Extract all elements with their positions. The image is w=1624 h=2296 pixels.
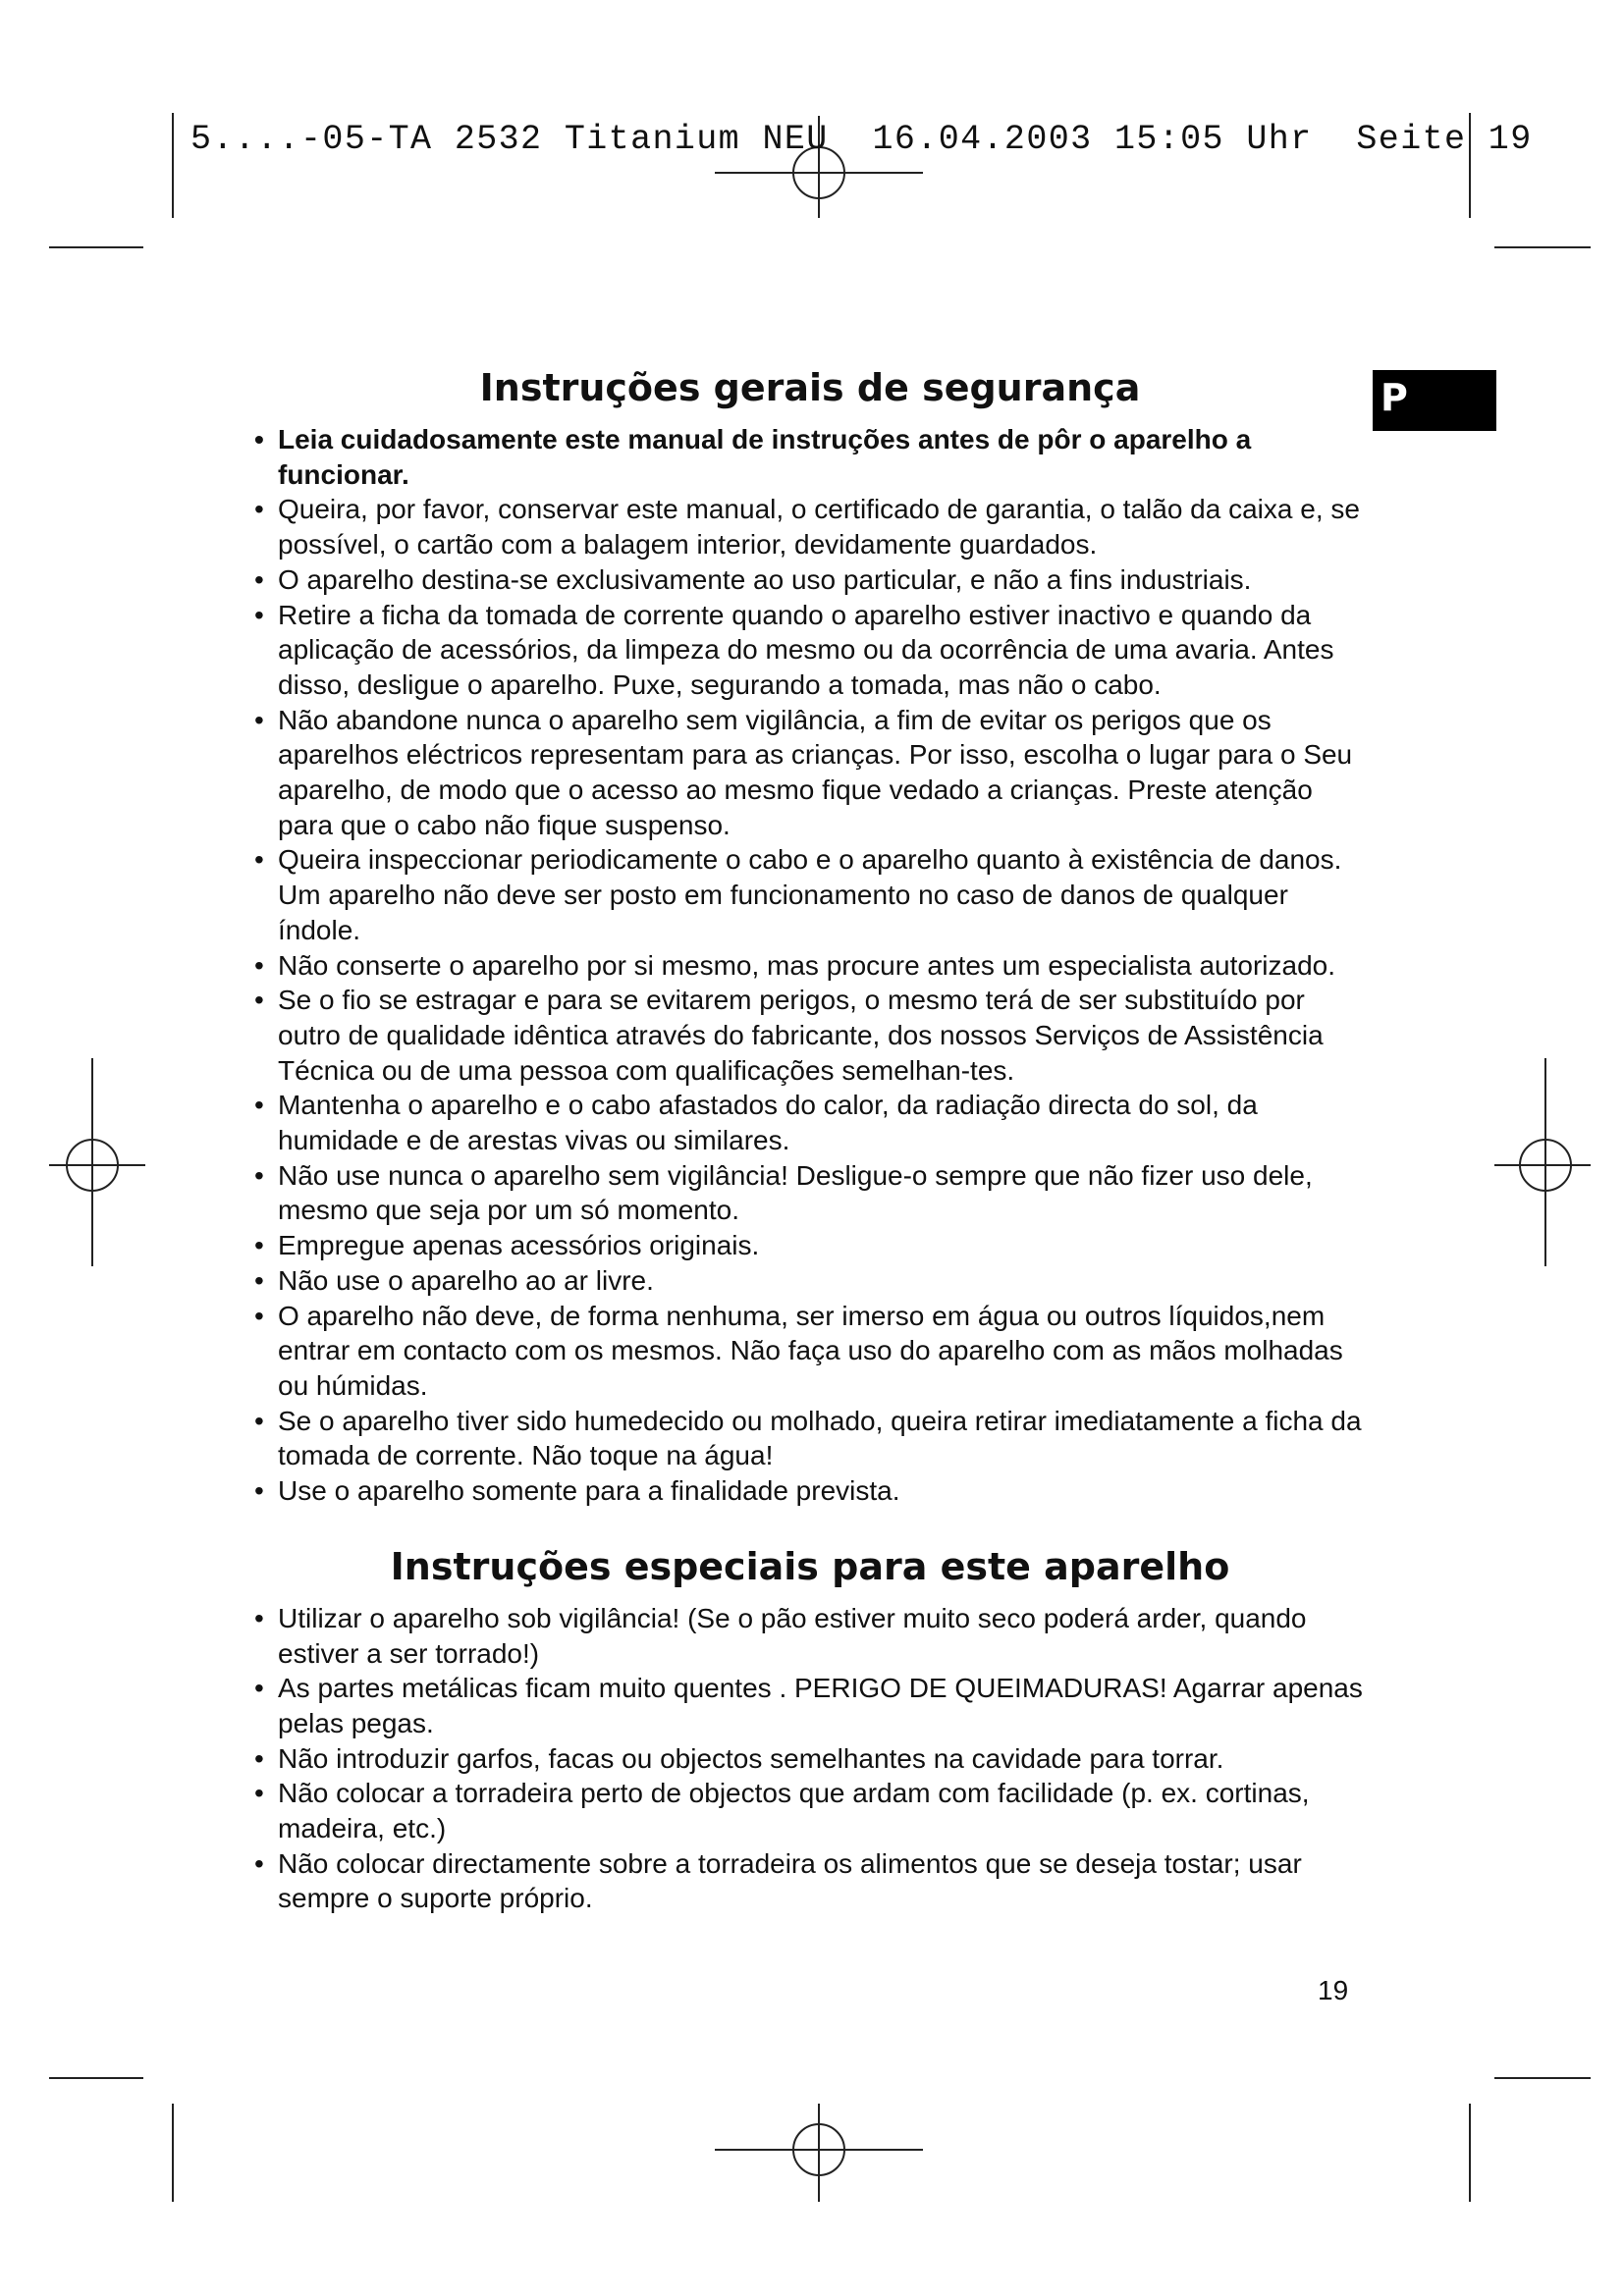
page-number: 19 xyxy=(1318,1975,1349,2005)
registration-mark-left xyxy=(49,1058,145,1266)
list-item: • Não conserte o aparelho por si mesmo, mas procure antes um especialista autorizado. xyxy=(253,948,1367,984)
list-item: • Não colocar a torradeira perto de objectos que ardam com facilidade (p. ex. cortinas, madeira, etc.) xyxy=(253,1776,1367,1845)
language-tab-label: P xyxy=(1380,376,1408,419)
page-content xyxy=(253,353,1367,1916)
list-item: • Utilizar o aparelho sob vigilância! (Se o pão estiver muito seco poderá arder, quando estiver a ser torrado!) xyxy=(253,1601,1367,1671)
list-item: • Mantenha o aparelho e o cabo afastados do calor, da radiação directa do sol, da humidade e de arestas vivas ou similares. xyxy=(253,1088,1367,1157)
list-item: • Queira, por favor, conservar este manual, o certificado de garantia, o talão da caixa e, se possível, o cartão com a balagem interior, devidamente guardados. xyxy=(253,492,1367,561)
section-title-general: Instruções gerais de segurança xyxy=(479,366,1141,409)
list-item: • Se o aparelho tiver sido humedecido ou molhado, queira retirar imediatamente a ficha da tomada de corrente. Não toque na água! xyxy=(253,1404,1367,1473)
general-safety-list xyxy=(253,422,1367,1509)
list-item: • Não colocar directamente sobre a torradeira os alimentos que se deseja tostar; usar sempre o suporte próprio. xyxy=(253,1846,1367,1916)
list-item: • Não use o aparelho ao ar livre. xyxy=(253,1263,1367,1299)
list-item: • Queira inspeccionar periodicamente o cabo e o aparelho quanto à existência de danos. Um aparelho não deve ser posto em funcionamento no caso de danos de qualquer índole. xyxy=(253,842,1367,947)
section-title-special: Instruções especiais para este aparelho xyxy=(390,1544,1230,1588)
list-item: • Não abandone nunca o aparelho sem vigilância, a fim de evitar os perigos que os aparelhos eléctricos representam para as crianças. Por isso, escolha o lugar para o Seu aparelho, de modo que o acesso ao mesmo fique vedado a crianças. Preste atenção para que o cabo não fique suspenso. xyxy=(253,703,1367,843)
list-item: • O aparelho destina-se exclusivamente ao uso particular, e não a fins industriais. xyxy=(253,562,1367,598)
print-slug-line: 5....-05-TA 2532 Titanium NEU 16.04.2003 15:05 Uhr Seite 19 xyxy=(190,120,1533,159)
list-item: • O aparelho não deve, de forma nenhuma, ser imerso em água ou outros líquidos,nem entrar em contacto com os mesmos. Não faça uso do aparelho com as mãos molhadas ou húmidas. xyxy=(253,1299,1367,1404)
registration-mark-bottom xyxy=(715,2104,923,2202)
list-item: • Não use nunca o aparelho sem vigilância! Desligue-o sempre que não fizer uso dele, mesmo que seja por um só momento. xyxy=(253,1158,1367,1228)
list-item: • Empregue apenas acessórios originais. xyxy=(253,1228,1367,1263)
language-tab xyxy=(1373,370,1496,431)
list-item: • Use o aparelho somente para a finalidade prevista. xyxy=(253,1473,1367,1509)
special-instructions-list xyxy=(253,1601,1367,1916)
registration-mark-right xyxy=(1494,1058,1591,1266)
list-item: • Não introduzir garfos, facas ou objectos semelhantes na cavidade para torrar. xyxy=(253,1741,1367,1777)
list-item: • Se o fio se estragar e para se evitarem perigos, o mesmo terá de ser substituído por outro de qualidade idêntica através do fabricante, dos nossos Serviços de Assistência Técnica ou de uma pessoa com qualificações semelhan-tes. xyxy=(253,983,1367,1088)
list-item: • Retire a ficha da tomada de corrente quando o aparelho estiver inactivo e quando da aplicação de acessórios, da limpeza do mesmo ou da ocorrência de uma avaria. Antes disso, desligue o aparelho. Puxe, segurando a tomada, mas não o cabo. xyxy=(253,598,1367,703)
list-item: • Leia cuidadosamente este manual de instruções antes de pôr o aparelho a funcionar. xyxy=(253,422,1367,492)
list-item: • As partes metálicas ficam muito quentes . PERIGO DE QUEIMADURAS! Agarrar apenas pelas pegas. xyxy=(253,1671,1367,1740)
